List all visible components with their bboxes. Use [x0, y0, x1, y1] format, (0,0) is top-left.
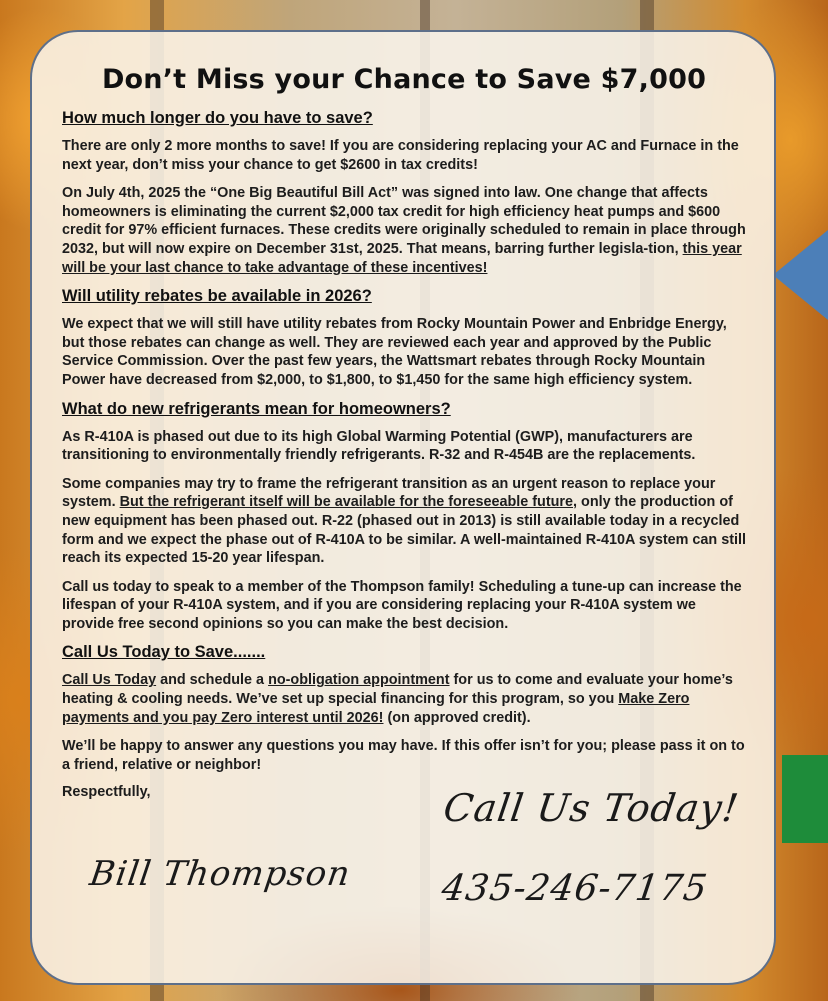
text-span: (on approved credit).	[383, 709, 531, 726]
signature-area	[62, 784, 746, 924]
emphasis-underline: Call Us Today	[62, 672, 157, 689]
section-heading-rebates: Will utility rebates be available in 2026?	[62, 287, 372, 306]
paragraph: We’ll be happy to answer any questions you may have. If this offer isn’t for you; please pass it on to a friend, relative or neighbor!	[62, 738, 745, 773]
paragraph: As R-410A is phased out due to its high Global Warming Potential (GWP), manufacturers are transitioning to environmentally friendly refrigerants. R-32 and R-454B are the replacements.	[62, 428, 696, 464]
closing-text: Respectfully,	[62, 784, 151, 801]
paragraph: Call us today to speak to a member of the Thompson family! Scheduling a tune-up can increase the lifespan of your R-410A system, and if you are considering replacing your R-410A system we provide free second opinions so you can make the best decision.	[62, 578, 742, 632]
emphasis-underline: this year will be your last chance to take advantage of these incentives!	[62, 240, 742, 276]
emphasis-underline: But the refrigerant itself will be available for the foreseeable future	[119, 494, 574, 511]
text-span: On July 4th, 2025 the “One Big Beautiful Bill Act” was signed into law. One change that affects homeowners is eliminating the current $2,000 tax credit for high efficiency heat pumps and $600 credit for 97% efficient furnaces. These credits were originally scheduled to remain in place through 2032, but will now expire on December 31st, 2025. That means, barring further legisla-tion,	[62, 185, 746, 257]
page-title: Don’t Miss your Chance to Save $7,000	[101, 64, 707, 95]
letter-card	[30, 30, 776, 985]
text-span: Some companies may try to frame the refrigerant transition as an urgent reason to replace your system.	[62, 475, 716, 511]
section-heading-save-time: How much longer do you have to save?	[62, 109, 373, 127]
text-span: , only the production of new equipment has been phased out. R-22 (phased out in 2013) is still available today in a recycled form and we expect the phase out of R-410A to be similar. A well-maintained R-410A system can still reach its expected 15-20 year lifespan.	[62, 494, 747, 567]
signature: Bill Thompson	[87, 854, 354, 895]
green-block-decoration	[782, 755, 828, 843]
text-span: for us to come and evaluate your home’s heating & cooling needs. We’ve set up special financing for this program, so you	[62, 672, 733, 708]
phone-number: 435-246-7175	[439, 868, 711, 910]
call-to-action: Call Us Today!	[440, 786, 742, 831]
text-span: and schedule a	[156, 672, 269, 689]
paragraph	[62, 671, 746, 727]
emphasis-underline: Make Zero payments and you pay Zero interest until 2026!	[62, 691, 690, 726]
blue-arrow-decoration	[773, 230, 828, 320]
emphasis-underline: no-obligation appointment	[268, 672, 450, 689]
paragraph: There are only 2 more months to save! If you are considering replacing your AC and Furnace in the next year, don’t miss your chance to get $2600 in tax credits!	[62, 138, 739, 173]
section-heading-refrigerants: What do new refrigerants mean for homeowners?	[62, 399, 451, 418]
paragraph	[62, 475, 746, 568]
paragraph	[62, 184, 746, 277]
paragraph: We expect that we will still have utility rebates from Rocky Mountain Power and Enbridge Energy, but those rebates can change as well. They are reviewed each year and approved by the Public Service Commission. Over the past few years, the Wattsmart rebates through Rocky Mountain Power have decreased from $2,000, to $1,800, to $1,450 for the same high efficiency system.	[62, 316, 727, 388]
section-heading-call-us: Call Us Today to Save.......	[62, 643, 266, 662]
